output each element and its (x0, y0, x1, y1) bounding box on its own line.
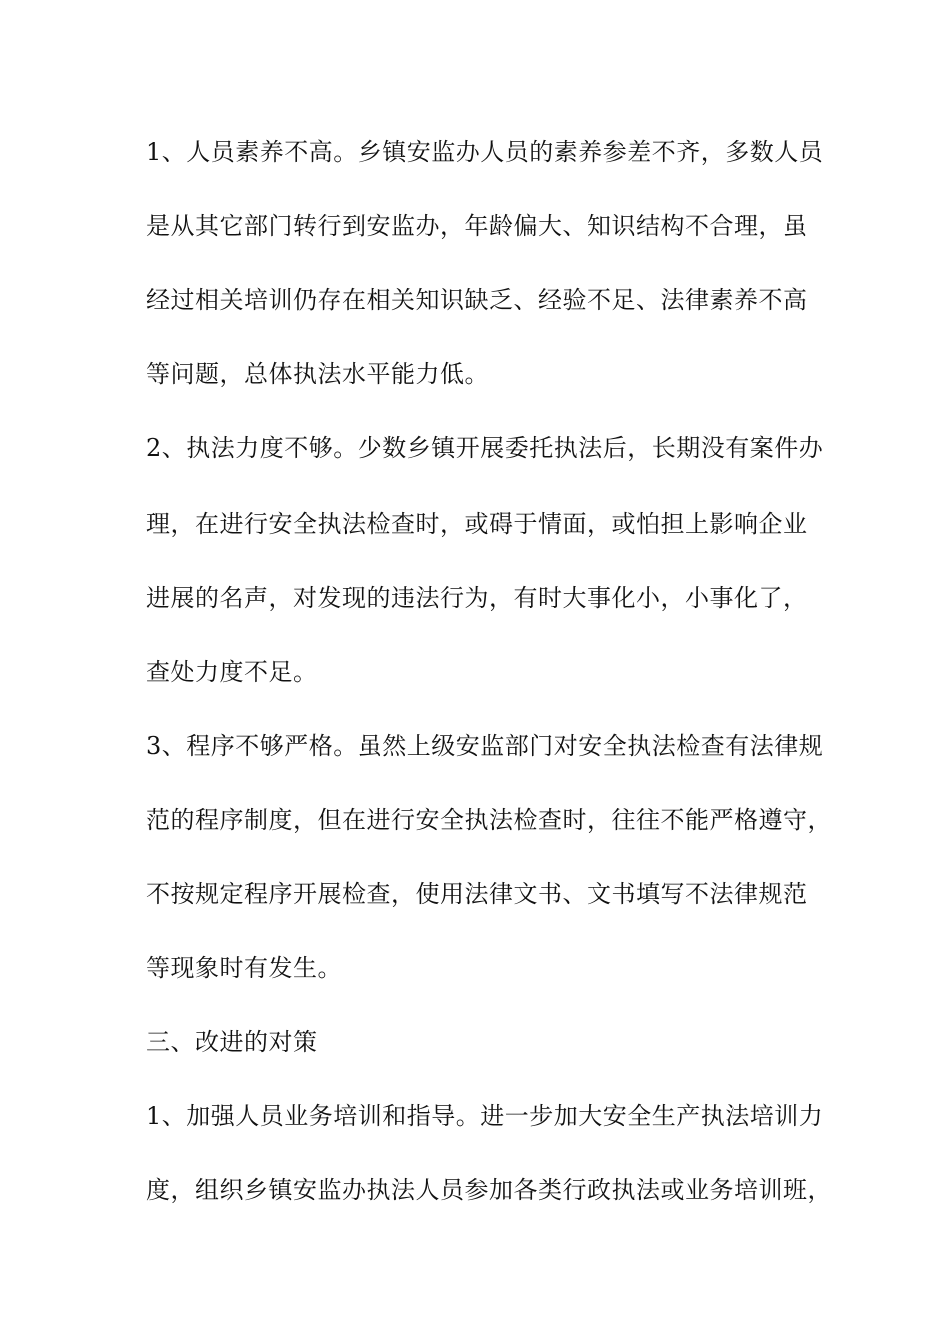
text-line: 查处力度不足。 (146, 658, 318, 686)
text-line: 是从其它部门转行到安监办，年龄偏大、知识结构不合理，虽 (146, 212, 808, 240)
text-line: 1、人员素养不高。乡镇安监办人员的素养参差不齐，多数人员 (146, 138, 824, 166)
text-line: 等现象时有发生。 (146, 954, 342, 982)
text-line: 不按规定程序开展检查，使用法律文书、文书填写不法律规范 (146, 880, 808, 908)
section-heading: 三、改进的对策 (146, 1028, 318, 1056)
text-line: 经过相关培训仍存在相关知识缺乏、经验不足、法律素养不高 (146, 286, 808, 314)
text-line: 3、程序不够严格。虽然上级安监部门对安全执法检查有法律规 (146, 732, 824, 760)
text-line: 进展的名声，对发现的违法行为，有时大事化小，小事化了， (146, 584, 808, 612)
text-line: 1、加强人员业务培训和指导。进一步加大安全生产执法培训力 (146, 1102, 824, 1130)
text-line: 等问题，总体执法水平能力低。 (146, 360, 489, 388)
text-line: 度，组织乡镇安监办执法人员参加各类行政执法或业务培训班， (146, 1176, 832, 1204)
text-line: 理，在进行安全执法检查时，或碍于情面，或怕担上影响企业 (146, 510, 808, 538)
text-line: 范的程序制度，但在进行安全执法检查时，往往不能严格遵守， (146, 806, 832, 834)
text-line: 2、执法力度不够。少数乡镇开展委托执法后，长期没有案件办 (146, 434, 824, 462)
